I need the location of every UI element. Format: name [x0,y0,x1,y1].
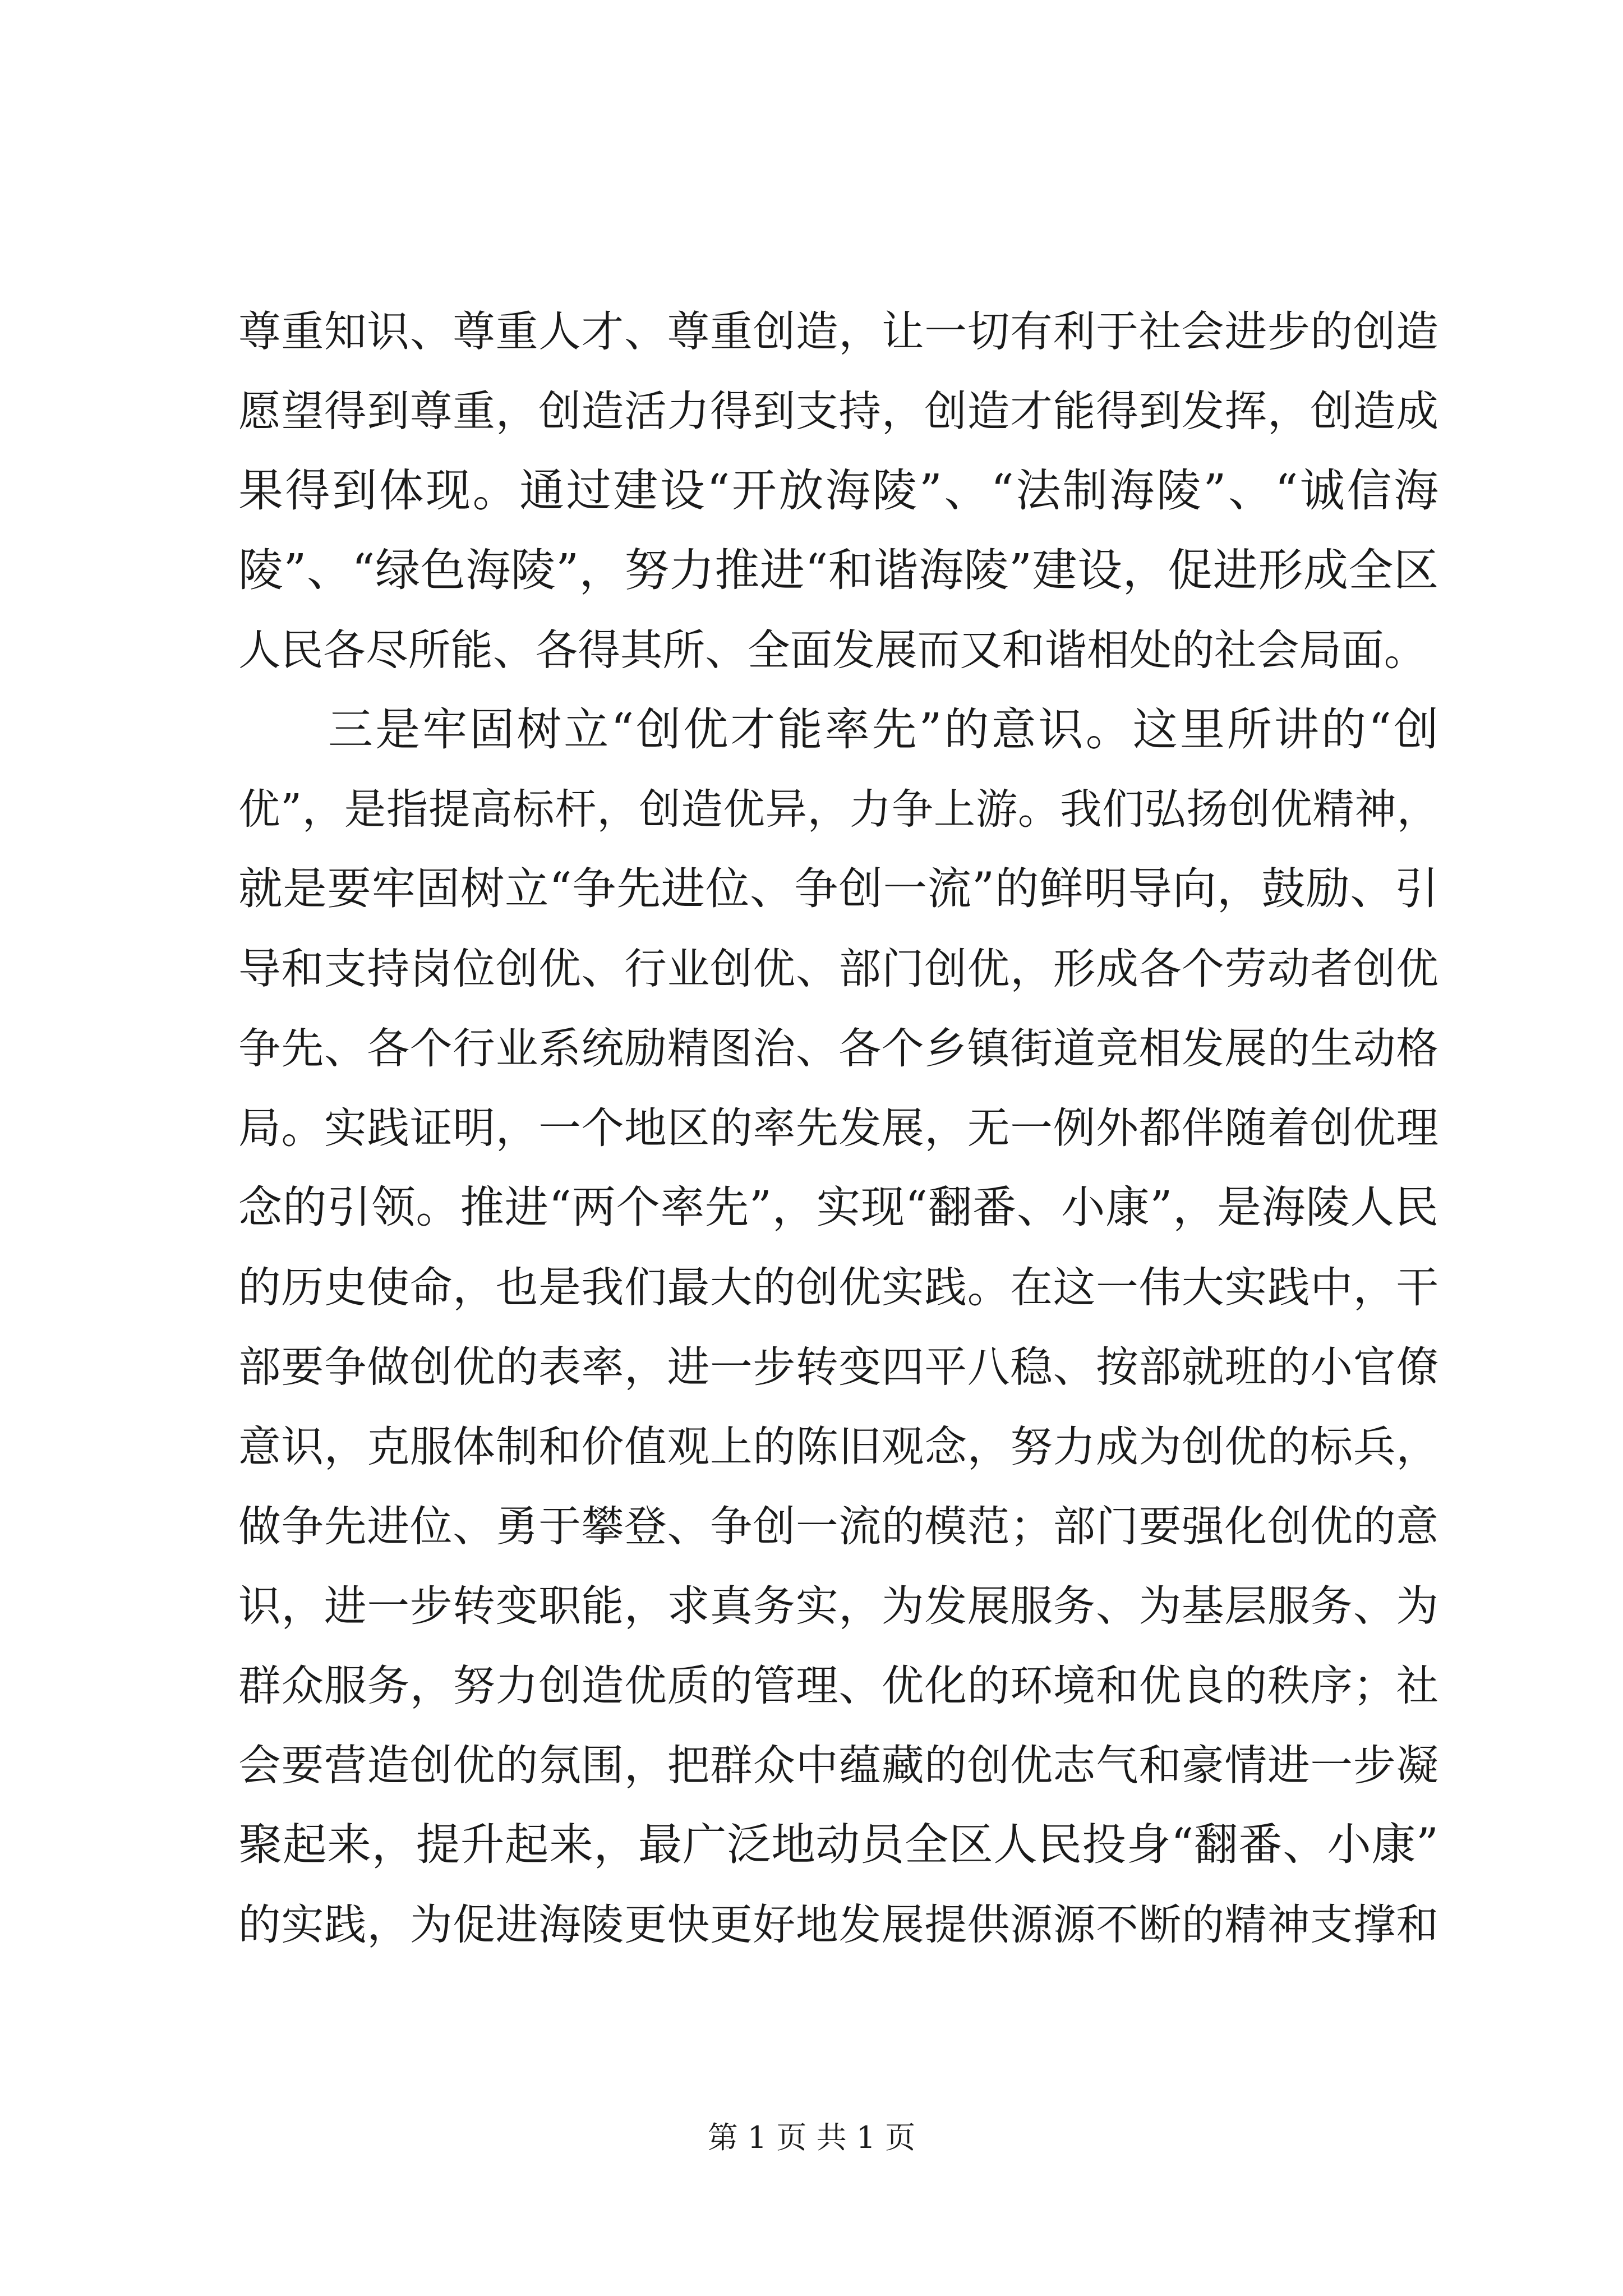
text-line: 愿望得到尊重，创造活力得到支持，创造才能得到发挥，创造成 [238,386,1438,436]
text-line: 陵”、“绿色海陵”，努力推进“和谐海陵”建设，促进形成全区 [238,544,1438,596]
text-line: 的历史使命，也是我们最大的创优实践。在这一伟大实践中，干 [238,1263,1438,1312]
text-line: 人民各尽所能、各得其所、全面发展而又和谐相处的社会局面。 [238,625,1427,675]
text-line: 果得到体现。通过建设“开放海陵”、“法制海陵”、“诚信海 [238,464,1438,517]
text-line: 意识，克服体制和价值观上的陈旧观念，努力成为创优的标兵， [238,1422,1438,1471]
text-line: 三是牢固树立“创优才能率先”的意识。这里所讲的“创 [328,703,1438,756]
text-line: 群众服务，努力创造优质的管理、优化的环境和优良的秩序；社 [238,1661,1438,1710]
text-line: 就是要牢固树立“争先进位、争创一流”的鲜明导向，鼓励、引 [238,863,1438,914]
text-line: 念的引领。推进“两个率先”，实现“翻番、小康”，是海陵人民 [238,1182,1438,1233]
text-line: 部要争做创优的表率，进一步转变四平八稳、按部就班的小官僚 [238,1342,1438,1392]
text-line: 的实践，为促进海陵更快更好地发展提供源源不断的精神支撑和 [238,1900,1438,1949]
document-body [238,292,1438,1964]
text-line: 局。实践证明，一个地区的率先发展，无一例外都伴随着创优理 [238,1103,1438,1153]
text-line: 争先、各个行业系统励精图治、各个乡镇街道竞相发展的生动格 [238,1024,1438,1073]
text-line: 导和支持岗位创优、行业创优、部门创优，形成各个劳动者创优 [238,944,1438,993]
text-line: 会要营造创优的氛围，把群众中蕴藏的创优志气和豪情进一步凝 [238,1741,1438,1790]
text-line: 聚起来，提升起来，最广泛地动员全区人民投身“翻番、小康” [238,1819,1438,1870]
text-line: 尊重知识、尊重人才、尊重创造，让一切有利于社会进步的创造 [238,307,1438,356]
text-line: 做争先进位、勇于攀登、争创一流的模范；部门要强化创优的意 [238,1502,1438,1551]
text-line: 优”，是指提高标杆，创造优异，力争上游。我们弘扬创优精神， [238,785,1438,834]
text-line: 识，进一步转变职能，求真务实，为发展服务、为基层服务、为 [238,1581,1438,1631]
page-number-footer: 第 1 页 共 1 页 [707,2120,916,2155]
